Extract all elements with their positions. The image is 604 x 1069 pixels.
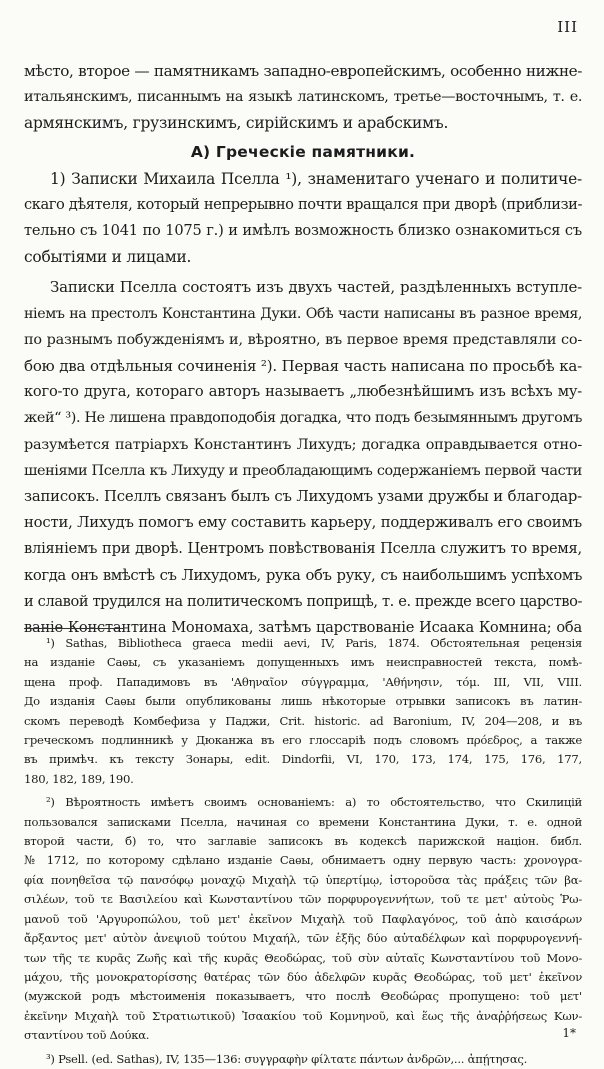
footnote-line: μάχου, τῆς μονοκρατορίσσης θατέρας τῶν δύο ἀδελφῶν κυρᾶς Θεοδώρας, τοῦ μετ' ἐκεῖνον <box>24 969 582 984</box>
signature-mark: 1* <box>562 1026 576 1040</box>
paragraph-line: кого-то друга, котораго авторъ называетъ „любезнѣйшимъ изъ всѣхъ му- <box>24 383 582 401</box>
paragraph-line: когда онъ вмѣстѣ съ Лихудомъ, рука объ руку, съ наибольшимъ успѣхомъ <box>24 566 582 584</box>
footnote-line: σιλέων, τοῦ τε Βασιλείου καὶ Κωνσταντίνου τῶν πορφυρογεννήτων, τοῦ τε μετ' αὐτοὺς Ῥω- <box>24 892 582 907</box>
footnote-line: на изданіе Саѳы, съ указаніемъ допущенныхъ имъ неисправностей текста, помѣ- <box>24 655 582 670</box>
paragraph-line: ности, Лихудъ помогъ ему составить карьеру, поддерживалъ его своимъ <box>24 514 582 532</box>
paragraph-line: шеніями Пселла къ Лихуду и преобладающимъ содержаніемъ первой части <box>24 462 582 479</box>
footnote-line: (мужской родъ мѣстоименія показываетъ, что послѣ Θεοδώρας пропущено: τοῦ μετ' <box>24 989 582 1004</box>
footnote-line: пользовался записками Пселла, начиная со времени Константина Дуки, т. е. одной <box>24 814 582 829</box>
footnote-line: второй части, б) то, что заглавіе записокъ въ кодексѣ парижской націон. библ. <box>24 834 582 849</box>
paragraph-line: тельно съ 1041 по 1075 г.) и имѣлъ возможность близко ознакомиться съ <box>24 222 582 240</box>
paragraph-line: жей“ ³). Не лишена правдоподобія догадка, что подъ безымяннымъ другомъ <box>24 410 582 427</box>
main-text <box>24 58 582 641</box>
footnote-line: ²) Вѣроятность имѣетъ своимъ основаніемъ: а) то обстоятельство, что Скилицій <box>46 795 582 810</box>
footnote-line: въ примѣч. къ тексту Зонары, edit. Dindorfii, VI, 170, 173, 174, 175, 176, 177, <box>24 752 582 767</box>
paragraph-line: скаго дѣятеля, который непрерывно почти вращался при дворѣ (приблизи- <box>24 195 582 213</box>
footnote-line: № 1712, по которому сдѣлано изданіе Саѳы, обнимаетъ одну первую часть: χρονογρα- <box>24 853 582 868</box>
intro-line: армянскимъ, грузинскимъ, сирійскимъ и арабскимъ. <box>24 114 449 133</box>
footnote-line: μανοῦ τοῦ 'Αργυροπώλου, τοῦ μετ' ἐκεῖνον Μιχαὴλ τοῦ Παφλαγόνος, τοῦ ἀπὸ καισάρων <box>24 911 582 926</box>
page-number: III <box>557 18 578 36</box>
footnote-line: των τῆς τε κυρᾶς Ζωῆς καὶ τῆς κυρᾶς Θεοδώρας, τοῦ σὺν αὐταῖς Κωνσταντίνου τοῦ Μονο- <box>24 950 582 965</box>
footnote-line: щена проф. Пападимовъ въ 'Αθηναῖον σύγγραμμα, 'Αθήνησιν, τόμ. III, VII, VIII. <box>24 674 582 689</box>
footnote-line: ἐκεῖνην Μιχαὴλ τοῦ Στρατιωτικοῦ) Ἰσαακίου τοῦ Κομνηνοῦ, καὶ ἕως τῆς ἀναῤῥήσεως Κων- <box>24 1008 582 1023</box>
footnote-line: скомъ переводѣ Комбефиза у Паджи, Crit. historic. ad Baronium, IV, 204—208, и въ <box>24 713 582 728</box>
footnote-line: σταντίνου τοῦ Δούκα. <box>24 1028 150 1043</box>
intro-line: мѣсто, второе — памятникамъ западно-европейскимъ, особенно нижне- <box>24 62 582 80</box>
paragraph-line: 1) Записки Михаила Пселла ¹), знаменитаго ученаго и политиче- <box>50 169 582 188</box>
paragraph-line: ніемъ на престолъ Константина Дуки. Обѣ части написаны въ разное время, <box>24 305 582 322</box>
footnotes <box>24 634 582 1069</box>
footnote-divider <box>24 628 124 629</box>
footnote-line: 180, 182, 189, 190. <box>24 771 134 786</box>
footnote-line: φία πονηθεῖσα τῷ πανσόφῳ μοναχῷ Μιχαὴλ τῷ ὑπερτίμῳ, ἱστοροῦσα τὰς πράξεις τῶν βα- <box>24 872 582 887</box>
footnote-line: ³) Psell. (ed. Sathas), IV, 135—136: συγγραφὴν φίλτατε πάντων ἀνδρῶν,... ἀπῄτησας. <box>46 1051 528 1066</box>
paragraph-line: разумѣется патріархъ Константинъ Лихудъ; догадка оправдывается отно- <box>24 436 582 453</box>
footnote-line: До изданія Саѳы были опубликованы лишь нѣкоторые отрывки записокъ въ латин- <box>24 694 582 709</box>
paragraph-line: событіями и лицами. <box>24 248 192 267</box>
paragraph-line: ваніе Константина Мономаха, затѣмъ царствованіе Исаака Комнина; оба <box>24 619 582 637</box>
footnote-line: ἄρξαντος μετ' αὐτὸν ἀνεψιοῦ τούτου Μιχαήλ, τῶν ἑξῆς δύο αὐταδέλφων καὶ πορφυρογεννή- <box>24 931 582 946</box>
paragraph-line: Записки Пселла состоятъ изъ двухъ частей, раздѣленныхъ вступле- <box>50 278 582 297</box>
footnote-line: греческомъ подлинникѣ у Дюканжа въ его глоссаріѣ подъ словомъ πρόεδρος, а также <box>24 733 582 748</box>
intro-line: итальянскимъ, писаннымъ на языкѣ латинскомъ, третье—восточнымъ, т. е. <box>24 89 582 106</box>
paragraph-line: бою два отдѣльныя сочиненія ²). Первая часть написана по просьбѣ ка- <box>24 357 582 376</box>
section-heading: A) Греческіе памятники. <box>190 142 416 161</box>
paragraph-line: вліяніемъ при дворѣ. Центромъ повѣствованія Пселла служитъ то время, <box>24 540 582 558</box>
paragraph-line: по разнымъ побужденіямъ и, вѣроятно, въ первое время представляли со- <box>24 331 582 348</box>
paragraph-line: записокъ. Пселлъ связанъ былъ съ Лихудомъ узами дружбы и благодар- <box>24 488 582 506</box>
paragraph-line: и славой трудился на политическомъ поприщѣ, т. е. прежде всего царство- <box>24 592 582 610</box>
footnote-line: ¹) Sathas, Bibliotheca graeca medii aevi, IV, Paris, 1874. Обстоятельная рецензія <box>46 636 582 650</box>
